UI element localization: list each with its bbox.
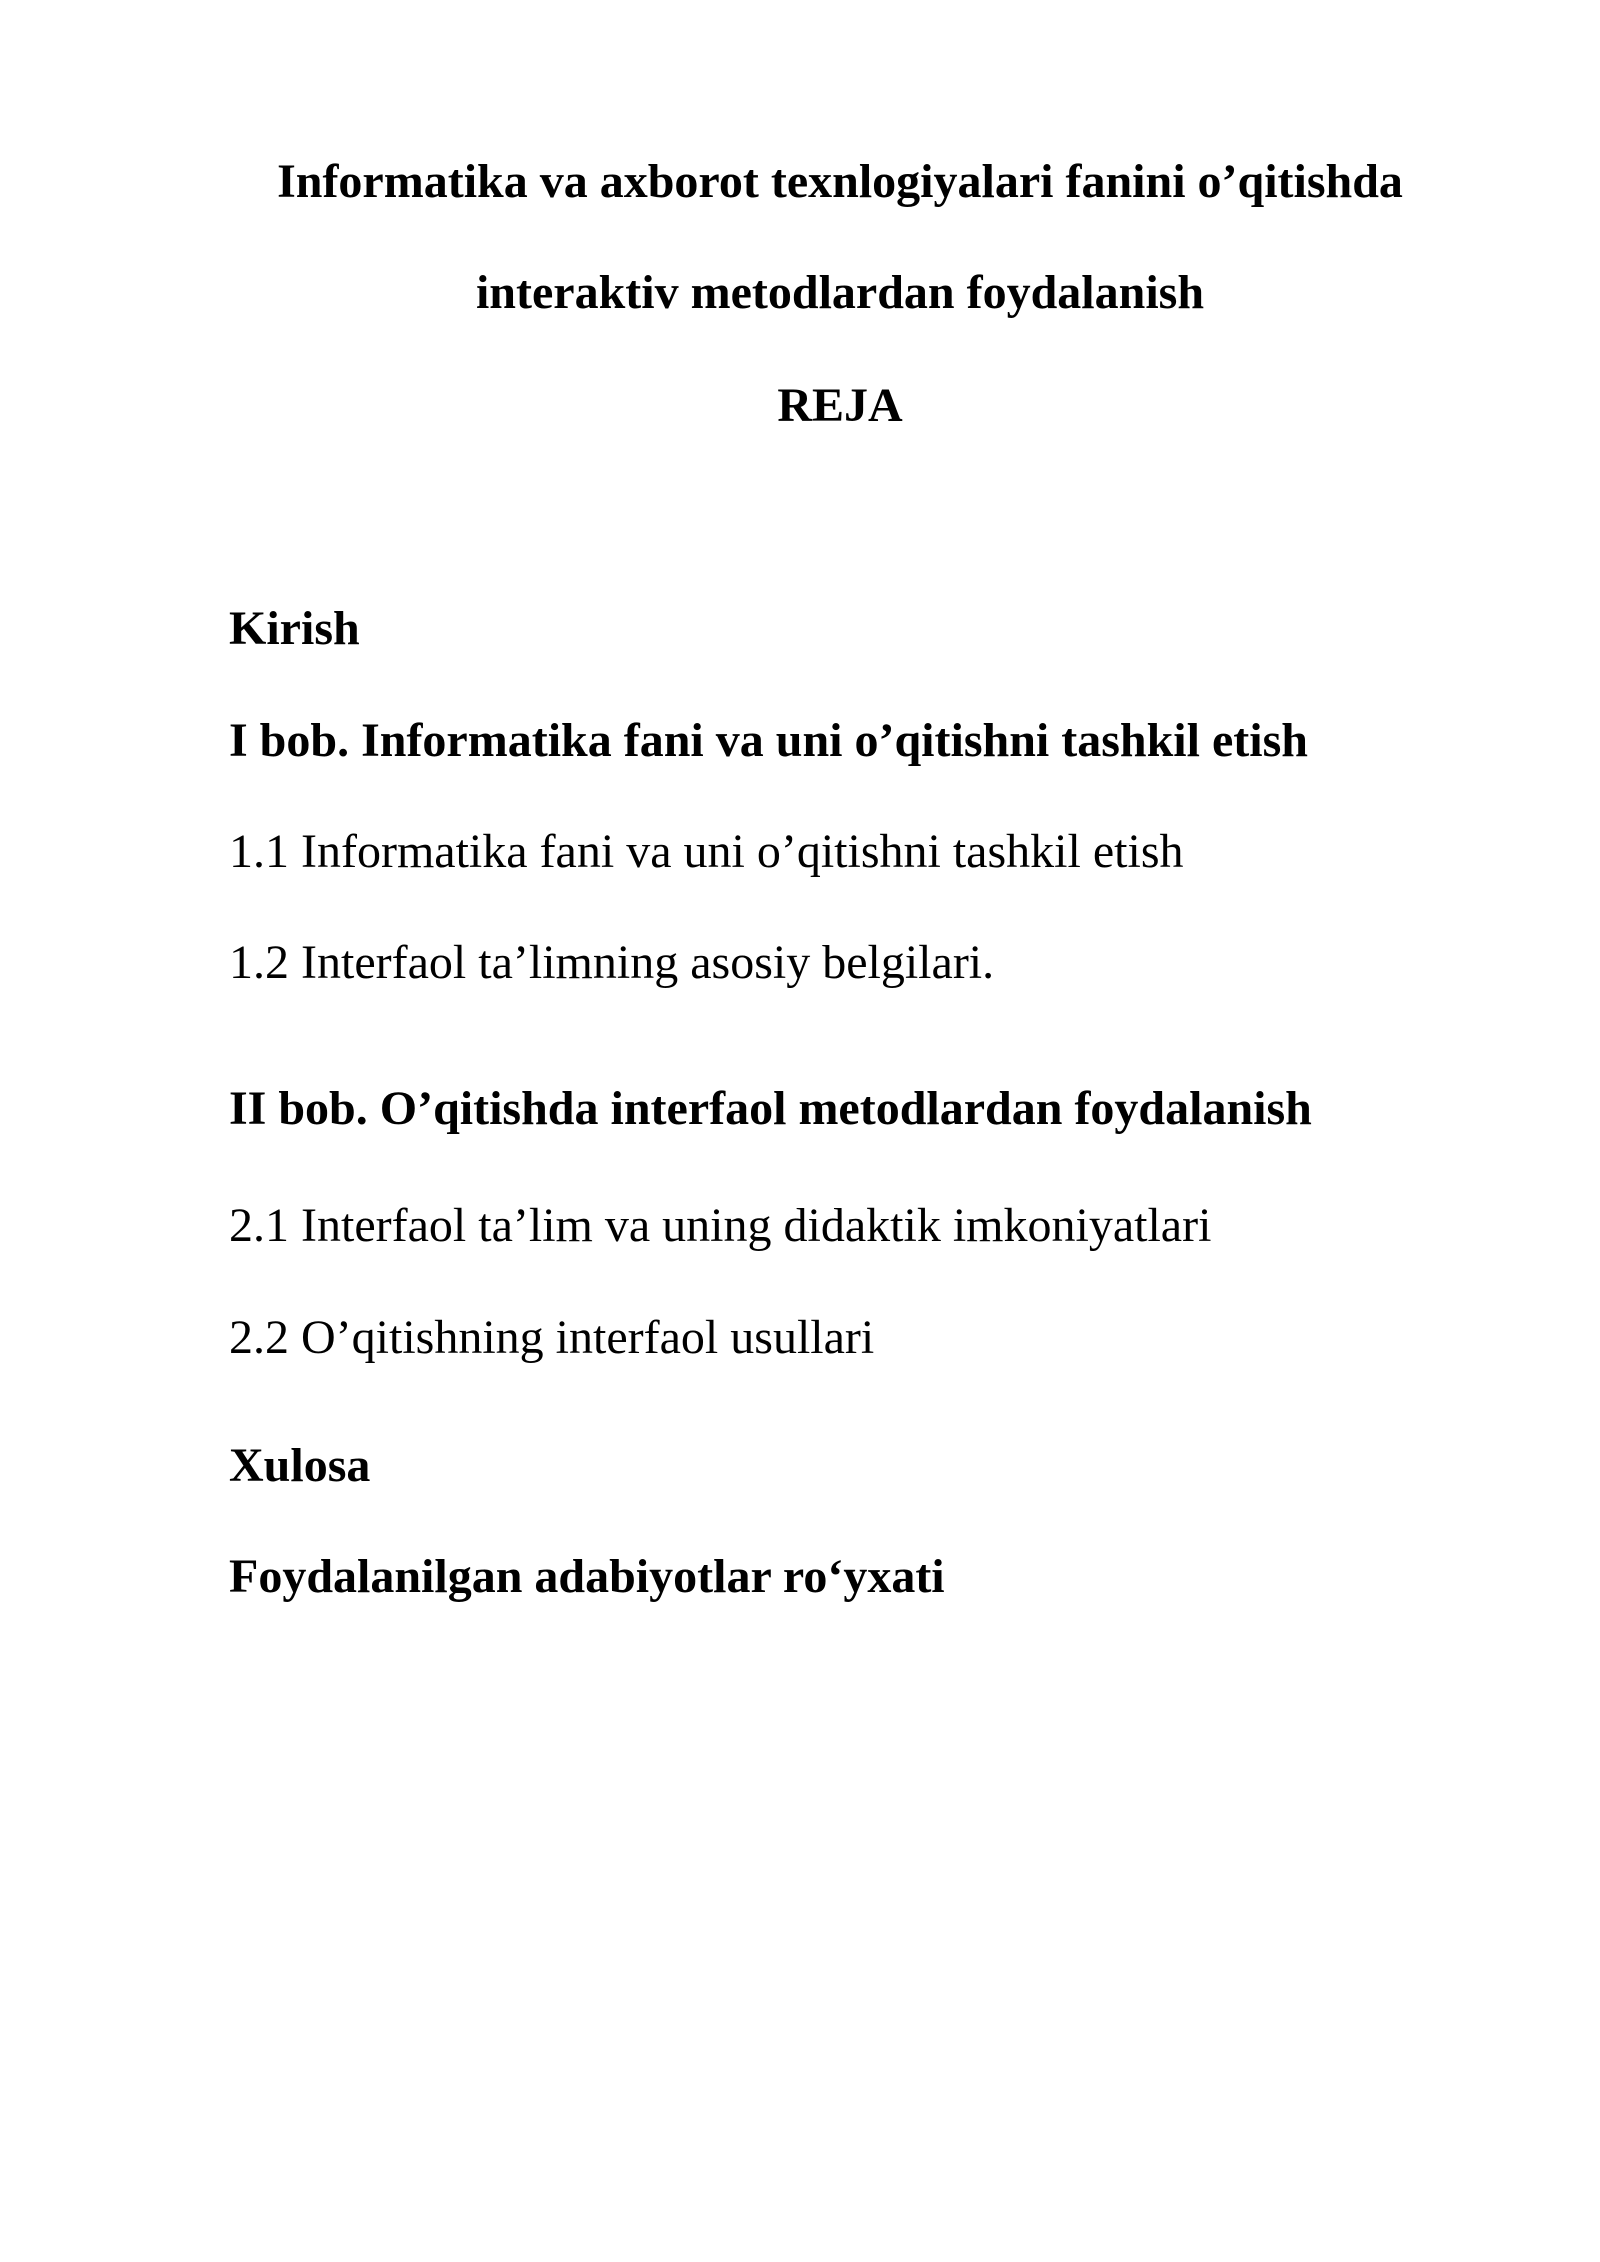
plan-heading: REJA	[777, 379, 903, 432]
toc-entry-introduction: Kirish	[229, 602, 360, 655]
toc-entry-section-2-1: 2.1 Interfaol ta’lim va uning didaktik imkoniyatlari	[229, 1199, 1212, 1252]
toc-entry-chapter-1: I bob. Informatika fani va uni o’qitishni tashkil etish	[229, 714, 1308, 767]
toc-entry-conclusion: Xulosa	[229, 1439, 371, 1492]
toc-entry-references: Foydalanilgan adabiyotlar ro‘yxati	[229, 1550, 945, 1603]
toc-entry-section-1-1: 1.1 Informatika fani va uni o’qitishni tashkil etish	[229, 825, 1184, 878]
toc-entry-section-2-2: 2.2 O’qitishning interfaol usullari	[229, 1311, 875, 1364]
document-title-line-1: Informatika va axborot texnlogiyalari fanini o’qitishda	[277, 155, 1403, 208]
document-title-line-2: interaktiv metodlardan foydalanish	[475, 266, 1205, 319]
toc-entry-chapter-2: II bob. O’qitishda interfaol metodlardan foydalanish	[229, 1082, 1312, 1135]
toc-entry-section-1-2: 1.2 Interfaol ta’limning asosiy belgilari.	[229, 936, 995, 989]
